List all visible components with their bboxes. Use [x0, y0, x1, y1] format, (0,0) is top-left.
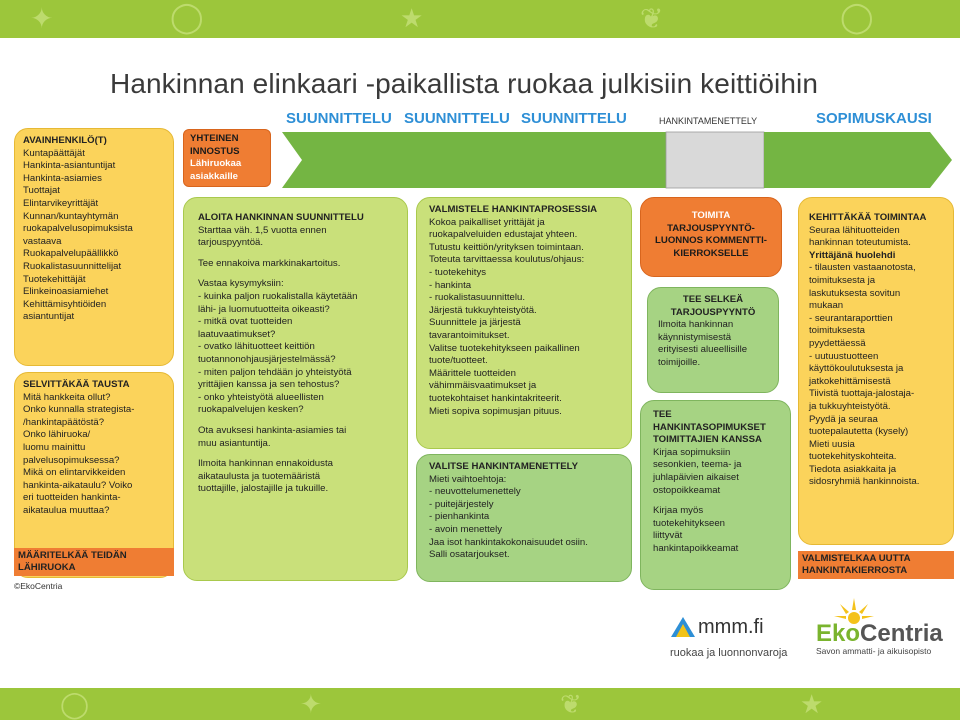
box-line: Hankinta-asiantuntijat [23, 160, 116, 172]
box-line: laskutuksesta sovitun [809, 287, 901, 299]
box-line: Ilmoita hankinnan [658, 319, 734, 331]
box-line: - hankinta [429, 279, 472, 291]
box-line: INNOSTUS [190, 145, 240, 157]
box-line: ja tukkuyhteistyötä. [809, 400, 891, 412]
box-line: aikataulusta ja tuotemääristä [198, 470, 321, 482]
box-line: Hankinta-asiamies [23, 172, 102, 184]
box-line: Ilmoita hankinnan ennakoidusta [198, 458, 333, 470]
box-avainhenkilot [14, 128, 174, 366]
box-line: tuotekehityskohteita. [809, 451, 897, 463]
box-line: Onko lähiruoka/ [23, 429, 91, 441]
box-line: - mitkä ovat tuotteiden [198, 316, 293, 328]
box-kehittakaa-toimintaa [798, 197, 954, 545]
box-line: Ruokalistasuunnittelijat [23, 260, 122, 272]
box-line: Tiedota asiakkaita ja [809, 463, 897, 475]
box-toimita-tarjouspyynto [640, 197, 782, 277]
background-top-band [0, 0, 960, 38]
box-line: Tutustu keittiön/yrityksen toimintaan. [429, 241, 584, 253]
box-line: lähi- ja luomutuotteita oikeasti? [198, 303, 330, 315]
mmm-logo-subtitle: ruokaa ja luonnonvaroja [670, 647, 788, 659]
box-line: - onko yhteistyötä alueellisten [198, 391, 324, 403]
phase-label-sopimuskausi: SOPIMUSKAUSI [816, 110, 932, 127]
timeline-segment-suunnittelu [282, 132, 666, 188]
ekocentria-logo-centria: Centria [860, 620, 943, 647]
box-line: Pyydä ja seuraa [809, 413, 878, 425]
box-line: Kirjaa myös [653, 505, 704, 517]
slide-title: Hankinnan elinkaari -paikallista ruokaa julkisiin keittiöihin [110, 68, 819, 99]
box-line: - tuotekehitys [429, 266, 487, 278]
box-line: /hankintapäätöstä? [23, 416, 105, 428]
box-line: Kunnan/kuntayhtymän [23, 210, 119, 222]
ekocentria-logo-text [816, 620, 943, 648]
box-line: - neuvottelumenettely [429, 486, 521, 498]
box-line: Valitse tuotekehitykseen paikallinen [429, 342, 580, 354]
box-line: Kokoa paikalliset yrittäjät ja [429, 216, 545, 228]
box-line: - ovatko lähituotteet keittiön [198, 341, 315, 353]
box-line: toimituksesta [809, 325, 865, 337]
box-line: Starttaa väh. 1,5 vuotta ennen [198, 224, 327, 236]
box-line: - seurantaraporttien [809, 312, 893, 324]
box-line: pyydettäessä [809, 337, 866, 349]
box-line: toimituksesta ja [809, 274, 876, 286]
box-line: YHTEINEN [190, 133, 239, 144]
star-deco-icon: ★ [400, 4, 424, 34]
circle-deco-icon: ◯ [60, 690, 90, 720]
box-line: Tee ennakoiva markkinakartoitus. [198, 257, 341, 269]
box-line: vastaava [23, 235, 62, 247]
box-line: käynnistymisestä [658, 331, 732, 343]
box-title: HANKINTASOPIMUKSET [653, 421, 766, 433]
box-line: tuote/tuotteet. [429, 355, 488, 367]
box-line: Elintarvikeyrittäjät [23, 197, 99, 209]
box-tee-hankintasopimukset [640, 400, 791, 590]
box-title: VALMISTELE HANKINTAPROSESSIA [429, 204, 598, 215]
box-line: - puitejärjestely [429, 498, 494, 510]
box-title: TARJOUSPYYNTÖ [670, 306, 756, 318]
box-line: Tiivistä tuottaja-jalostaja- [809, 388, 915, 400]
box-line: tuottajille, jalostajille ja tukuille. [198, 483, 329, 495]
box-line: asiakkaille [190, 170, 239, 182]
tag-valmistelkaa-uutta-kierrosta: VALMISTELKAA UUTTA HANKINTAKIERROSTA [798, 551, 954, 579]
box-line: mukaan [809, 300, 844, 312]
box-line: Seuraa lähituotteiden [809, 224, 900, 236]
box-line: Salli osatarjoukset. [429, 549, 510, 561]
box-line: eri tuotteiden hankinta- [23, 492, 121, 504]
box-title: SELVITTÄKÄÄ TAUSTA [23, 379, 130, 390]
box-line: Elinkeinoasiamiehet [23, 286, 109, 298]
slide [0, 38, 960, 688]
box-title: KEHITTÄKÄÄ TOIMINTAA [809, 212, 927, 223]
box-yhteinen-innostus [183, 129, 271, 187]
box-line: Onko kunnalla strategista- [23, 404, 135, 416]
box-line: tuotekehitykseen [653, 517, 725, 529]
box-line: Ruokapalvelupäällikkö [23, 248, 119, 260]
box-line: sidosryhmiä hankinnoista. [809, 476, 920, 488]
box-line: Lähiruokaa [190, 158, 242, 170]
box-title: ALOITA HANKINNAN SUUNNITTELU [198, 212, 364, 223]
box-line: - ruokalistasuunnittelu. [429, 292, 525, 304]
box-line: - avoin menettely [429, 523, 503, 535]
box-line: sesonkien, teema- ja [653, 459, 742, 471]
box-line: TOIMITA [691, 210, 731, 221]
box-line: - uutuustuotteen [809, 350, 879, 362]
timeline-segment-hankintamenettely [666, 132, 764, 188]
box-line: hankintapoikkeamat [653, 542, 739, 554]
box-line: - tilausten vastaanotosta, [809, 262, 916, 274]
box-line: tuotekohtaiset hankintakriteerit. [429, 392, 562, 404]
phase-label-suunnittelu: SUUNNITTELU [521, 110, 627, 127]
box-line: LUONNOS KOMMENTTI- [655, 235, 767, 247]
box-line: ostopoikkeamat [653, 484, 721, 496]
box-line: Jaa isot hankintakokonaisuudet osiin. [429, 536, 588, 548]
phase-label-suunnittelu: SUUNNITTELU [286, 110, 392, 127]
box-line: Tuotekehittäjät [23, 273, 86, 285]
box-line: tarjouspyyntöä. [198, 237, 264, 249]
box-line: Järjestä tukkuyhteistyötä. [429, 304, 537, 316]
box-line: laatuvaatimukset? [198, 328, 276, 340]
box-aloita-suunnittelu [183, 197, 408, 581]
box-line: - pienhankinta [429, 511, 490, 523]
box-line: Mieti uusia [809, 438, 855, 450]
box-line: Tuottajat [23, 185, 60, 197]
box-line: luomu mainittu [23, 441, 86, 453]
box-line: KIERROKSELLE [673, 247, 749, 259]
box-line: liittyvät [653, 530, 683, 542]
box-line: tavarantoimitukset. [429, 329, 510, 341]
box-line: erityisesti alueellisille [658, 344, 748, 356]
star-deco-icon: ✦ [300, 690, 322, 720]
box-line: tuotepalautetta (kysely) [809, 426, 909, 438]
box-line: Suunnittele ja järjestä [429, 317, 521, 329]
star-deco-icon: ★ [800, 690, 824, 720]
box-line: Mikä on elintarvikkeiden [23, 467, 126, 479]
box-line: - kuinka paljon ruokalistalla käytetään [198, 290, 358, 302]
box-line: asiantuntijat [23, 311, 75, 323]
box-line: Kuntapäättäjät [23, 147, 85, 159]
circle-deco-icon: ◯ [840, 0, 874, 35]
box-line: Vastaa kysymyksiin: [198, 278, 284, 290]
box-title: TEE [653, 409, 672, 420]
leaf-deco-icon: ❦ [560, 690, 582, 720]
box-line: Määrittele tuotteiden [429, 367, 516, 379]
phase-label-hankintamenettely: HANKINTAMENETTELY [659, 116, 758, 126]
leaf-deco-icon: ❦ [640, 2, 664, 35]
box-line: Ota avuksesi hankinta-asiamies tai [198, 424, 347, 436]
box-line: toimijoille. [658, 356, 701, 368]
box-line: ruokapalveluiden edustajat yhteen. [429, 229, 578, 241]
ekocentria-logo-eko: Eko [816, 620, 861, 647]
box-valitse-hankintamenettely [416, 454, 632, 582]
box-line: käyttökoulutuksesta ja [809, 363, 904, 375]
box-line: Mieti sopiva sopimusjan pituus. [429, 405, 562, 417]
mmm-logo-icon [670, 616, 696, 638]
box-line: hankinta-aikataulu? Voiko [23, 479, 133, 491]
box-line: Kehittämisyhtiöiden [23, 298, 107, 310]
box-line: Mieti vaihtoehtoja: [429, 473, 507, 485]
tag-maaritelkaa-lahiruoka: MÄÄRITELKÄÄ TEIDÄN LÄHIRUOKA [14, 548, 174, 576]
box-valmistele-hankintaprosessia [416, 197, 632, 449]
box-line: hankinnan toteutumista. [809, 237, 911, 249]
box-title: TEE SELKEÄ [682, 294, 744, 305]
box-line: aikataulua muuttaa? [23, 504, 110, 516]
box-line: - miten paljon tehdään jo yhteistyötä [198, 366, 352, 378]
box-line: TARJOUSPYYNTÖ- [667, 222, 755, 234]
circle-deco-icon: ◯ [170, 0, 204, 35]
box-line: Mitä hankkeita ollut? [23, 391, 111, 403]
box-line: ruokapalvelusopimuksista [23, 223, 133, 235]
timeline-segment-sopimuskausi [764, 132, 952, 188]
box-line: yrittäjien kanssa ja sen tehostus? [198, 379, 340, 391]
box-tee-selkea-tarjouspyynto [647, 287, 779, 393]
box-line: Toteuta tarvittaessa koulutus/ohjaus: [429, 254, 585, 266]
box-title: VALITSE HANKINTAMENETTELY [429, 461, 579, 472]
star-deco-icon: ✦ [30, 2, 54, 35]
box-line: ruokapalvelujen kesken? [198, 404, 304, 416]
timeline-arrow [282, 128, 954, 192]
box-line: juhlapäivien aikaiset [653, 471, 739, 483]
box-title: AVAINHENKILÖ(T) [23, 135, 107, 146]
ekocentria-logo-subtitle: Savon ammatti- ja aikuisopisto [816, 646, 932, 656]
mmm-logo-text: mmm.fi [698, 616, 764, 638]
box-line: vähimmäisvaatimukset ja [429, 380, 537, 392]
box-line: jatkokehittämisestä [809, 375, 891, 387]
box-subtitle: Yrittäjänä huolehdi [809, 249, 896, 261]
box-line: palvelusopimuksessa? [23, 454, 120, 466]
box-line: Kirjaa sopimuksiin [653, 446, 731, 458]
phase-label-suunnittelu: SUUNNITTELU [404, 110, 510, 127]
copyright-text: ©EkoCentria [14, 581, 63, 591]
box-title: TOIMITTAJIEN KANSSA [653, 434, 762, 446]
box-line: muu asiantuntija. [198, 437, 271, 449]
box-line: tuotannonohjausjärjestelmässä? [198, 353, 336, 365]
